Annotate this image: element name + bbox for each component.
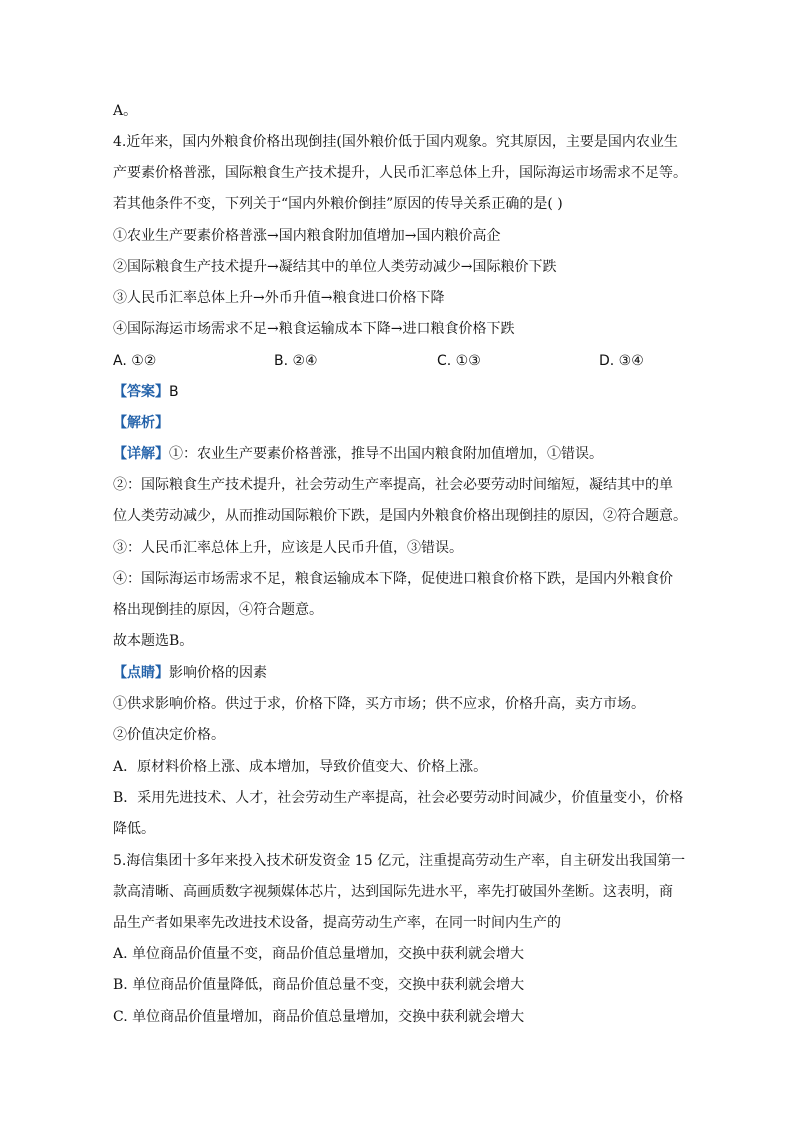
q4-detail-line-2: ②：国际粮食生产技术提升，社会劳动生产率提高，社会必要劳动时间缩短，凝结其中的单 xyxy=(113,477,673,493)
q5-option-a: A. 单位商品价值量不变，商品价值总量增加，交换中获利就会增大 xyxy=(113,946,525,962)
tip-title: 影响价格的因素 xyxy=(169,665,267,681)
q4-answer-line xyxy=(113,382,179,402)
q4-tip-heading xyxy=(113,663,267,683)
q4-item-1: ①农业生产要素价格普涨→国内粮食附加值增加→国内粮价高企 xyxy=(113,228,501,244)
previous-answer: A。 xyxy=(113,103,138,119)
q4-tip-line-1: ①供求影响价格。供过于求，价格下降，买方市场；供不应求，价格升高，卖方市场。 xyxy=(113,696,645,712)
q4-tip-line-4: B．采用先进技术、人才，社会劳动生产率提高，社会必要劳动时间减少，价值量变小，价格 xyxy=(113,790,684,806)
q4-item-3: ③人民币汇率总体上升→外币升值→粮食进口价格下降 xyxy=(113,290,445,306)
q4-detail-line-7: 故本题选B。 xyxy=(113,633,194,649)
q5-stem-line-3: 品生产者如果率先改进技术设备，提高劳动生产率，在同一时间内生产的 xyxy=(113,915,561,931)
q4-detail-line-4: ③：人民币汇率总体上升，应该是人民币升值，③错误。 xyxy=(113,540,463,556)
tip-tag: 【点睛】 xyxy=(113,665,169,681)
q5-option-c: C. 单位商品价值量增加，商品价值总量增加，交换中获利就会增大 xyxy=(113,1009,525,1025)
analysis-tag: 【解析】 xyxy=(113,415,169,431)
q4-tip-line-5: 降低。 xyxy=(113,821,155,837)
q4-detail-line-3: 位人类劳动减少，从而推动国际粮价下跌，是国内外粮食价格出现倒挂的原因，②符合题意。 xyxy=(113,508,687,524)
q5-stem-line-2: 款高清晰、高画质数字视频媒体芯片，达到国际先进水平，率先打破国外垄断。这表明，商 xyxy=(113,884,673,900)
answer-value: B xyxy=(169,384,179,400)
detail-text: ①：农业生产要素价格普涨，推导不出国内粮食附加值增加，①错误。 xyxy=(169,446,603,462)
q5-stem-line-1: 5.海信集团十多年来投入技术研发资金 15 亿元，注重提高劳动生产率，自主研发出我国第一 xyxy=(113,853,686,869)
q4-detail-line-5: ④：国际海运市场需求不足，粮食运输成本下降，促使进口粮食价格下跌，是国内外粮食价 xyxy=(113,571,673,587)
q4-option-a: A. ①② xyxy=(113,353,157,369)
detail-tag: 【详解】 xyxy=(113,446,169,462)
q4-item-4: ④国际海运市场需求不足→粮食运输成本下降→进口粮食价格下跌 xyxy=(113,321,515,337)
q4-stem-line-3: 若其他条件不变，下列关于“国内外粮价倒挂”原因的传导关系正确的是( ) xyxy=(113,196,563,212)
q4-detail-line-6: 格出现倒挂的原因，④符合题意。 xyxy=(113,602,323,618)
q4-option-b: B. ②④ xyxy=(274,353,318,369)
q4-stem-line-1: 4.近年来，国内外粮食价格出现倒挂(国外粮价低于国内观象。究其原因，主要是国内农业生 xyxy=(113,134,678,150)
q4-detail-line-1 xyxy=(113,444,603,464)
q4-option-d: D. ③④ xyxy=(599,353,644,369)
q4-stem-line-2: 产要素价格普涨，国际粮食生产技术提升，人民币汇率总体上升，国际海运市场需求不足等。 xyxy=(113,165,687,181)
answer-tag: 【答案】 xyxy=(113,384,169,400)
q5-option-b: B. 单位商品价值量降低，商品价值总量不变，交换中获利就会增大 xyxy=(113,977,525,993)
q4-tip-line-2: ②价值决定价格。 xyxy=(113,727,225,743)
q4-option-c: C. ①③ xyxy=(437,353,481,369)
q4-tip-line-3: A．原材料价格上涨、成本增加，导致价值变大、价格上涨。 xyxy=(113,759,488,775)
q4-item-2: ②国际粮食生产技术提升→凝结其中的单位人类劳动减少→国际粮价下跌 xyxy=(113,259,557,275)
q4-analysis-line xyxy=(113,413,169,433)
